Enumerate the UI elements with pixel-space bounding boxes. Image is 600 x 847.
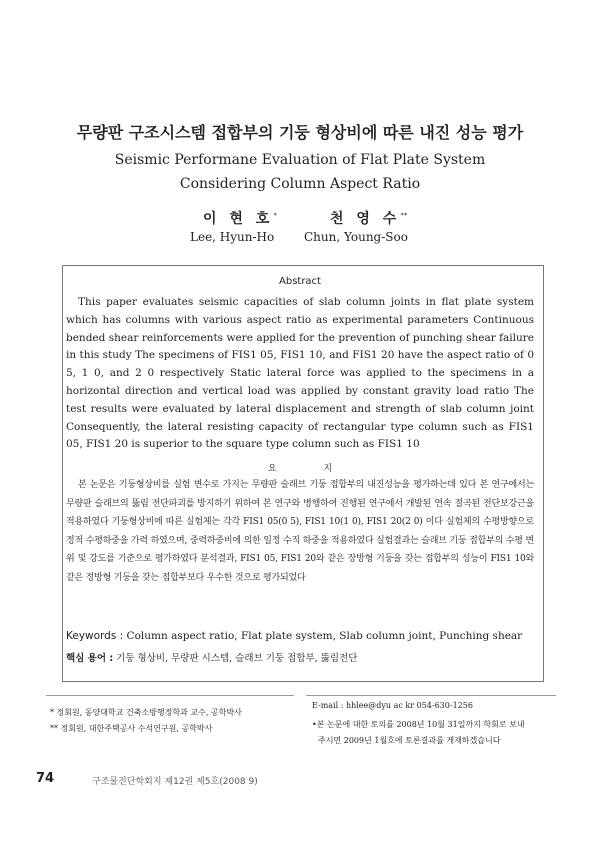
page-number: 74 xyxy=(36,771,55,786)
footnote-discussion-2: 주시면 2009년 1월호에 토론결과를 게재하겠습니다 xyxy=(318,736,501,745)
keywords-list: Column aspect ratio, Flat plate system, Slab column joint, Punching shear xyxy=(126,630,523,642)
footnote-divider-left xyxy=(46,695,294,696)
author-1-name-english: Lee, Hyun-Ho xyxy=(190,230,275,244)
author-2-name-english: Chun, Young-Soo xyxy=(304,230,408,244)
keywords-korean-label: 핵심 용어 : xyxy=(66,653,114,664)
abstract-heading: Abstract xyxy=(279,276,321,287)
footnote-discussion-1: •본 논문에 대한 토의를 2008년 10월 31일까지 학회로 보내 xyxy=(312,720,525,729)
keywords-line xyxy=(66,630,522,642)
paper-title-english-line1: Seismic Performane Evaluation of Flat Plate System xyxy=(114,152,486,168)
korean-abstract-text: 본 논문은 기둥형상비를 실험 변수로 가지는 무량판 슬래브 기둥 접합부의 내진성능을 평가하는데 있다 본 연구에서는 무량판 슬래브의 뚫림 전단파괴를 방지하기 위하여 본 연구와 병행하여 진행된 연구에서 개발된 연속 절곡된 전단보강근을 적용하였다 기둥형상비에 따른 실험체는 각각 FIS1 05(0 5), FIS1 10(1 0), FIS1 20(2 0) 이다 실험체의 수평방향으로 정적 수평하중을 가력 하였으며, 중력하중비에 의한 일정 수직 하중을 적용하였다 실험결과는 슬래브 기둥 접합부의 수평 변위 및 강도를 기준으로 평가하였다 분석결과, FIS1 05, FIS1 20와 같은 장방형 기둥을 갖는 접합부의 성능이 FIS1 10와 같은 정방형 기둥을 갖는 접합부보다 우수한 것으로 평가되었다 xyxy=(66,480,534,583)
paper-title-korean: 무량판 구조시스템 접합부의 기둥 형상비에 따른 내진 성능 평가 xyxy=(76,123,524,142)
korean-abstract-heading: 요 지 xyxy=(267,464,355,474)
abstract-text: This paper evaluates seismic capacities of slab column joints in flat plate system which has columns with various aspect ratio as experimental parameters Continuous bended shear reinforcements were applied for the prevention of punching shear failure in this study The specimens of FIS1 05, FIS1 10, and FIS1 20 have the aspect ratio of 0 5, 1 0, and 2 0 respectively Static lateral force was applied to the specimens in a horizontal direction and vertical load was applied by constant gravity load ratio The test results were evaluated by lateral displacement and strength of slab column joint Consequently, the lateral resisting capacity of rectangular type column such as FIS1 05, FIS1 20 is superior to the square type column such as FIS1 10 xyxy=(66,296,534,451)
footnote-divider-right xyxy=(306,695,556,696)
footnote-author-1: * 정회원, 동양대학교 건축소방행정학과 교수, 공학박사 xyxy=(50,708,242,717)
keywords-label: Keywords : xyxy=(66,630,124,642)
journal-citation: 구조물진단학회지 제12권 제5호(2008 9) xyxy=(92,777,258,787)
footnote-author-2: ** 정회원, 대한주택공사 수석연구원, 공학박사 xyxy=(50,724,213,733)
author-2-name-korean: 천 영 수** xyxy=(330,211,408,227)
keywords-korean-line xyxy=(66,650,357,664)
author-1-name-korean: 이 현 호* xyxy=(203,211,277,227)
paper-title-english-line2: Considering Column Aspect Ratio xyxy=(179,176,421,192)
footnote-email: E-mail : hhlee@dyu ac kr 054-630-1256 xyxy=(312,701,473,710)
keywords-korean-list: 기둥 형상비, 무량판 시스템, 슬래브 기둥 접합부, 뚫림전단 xyxy=(116,653,358,664)
